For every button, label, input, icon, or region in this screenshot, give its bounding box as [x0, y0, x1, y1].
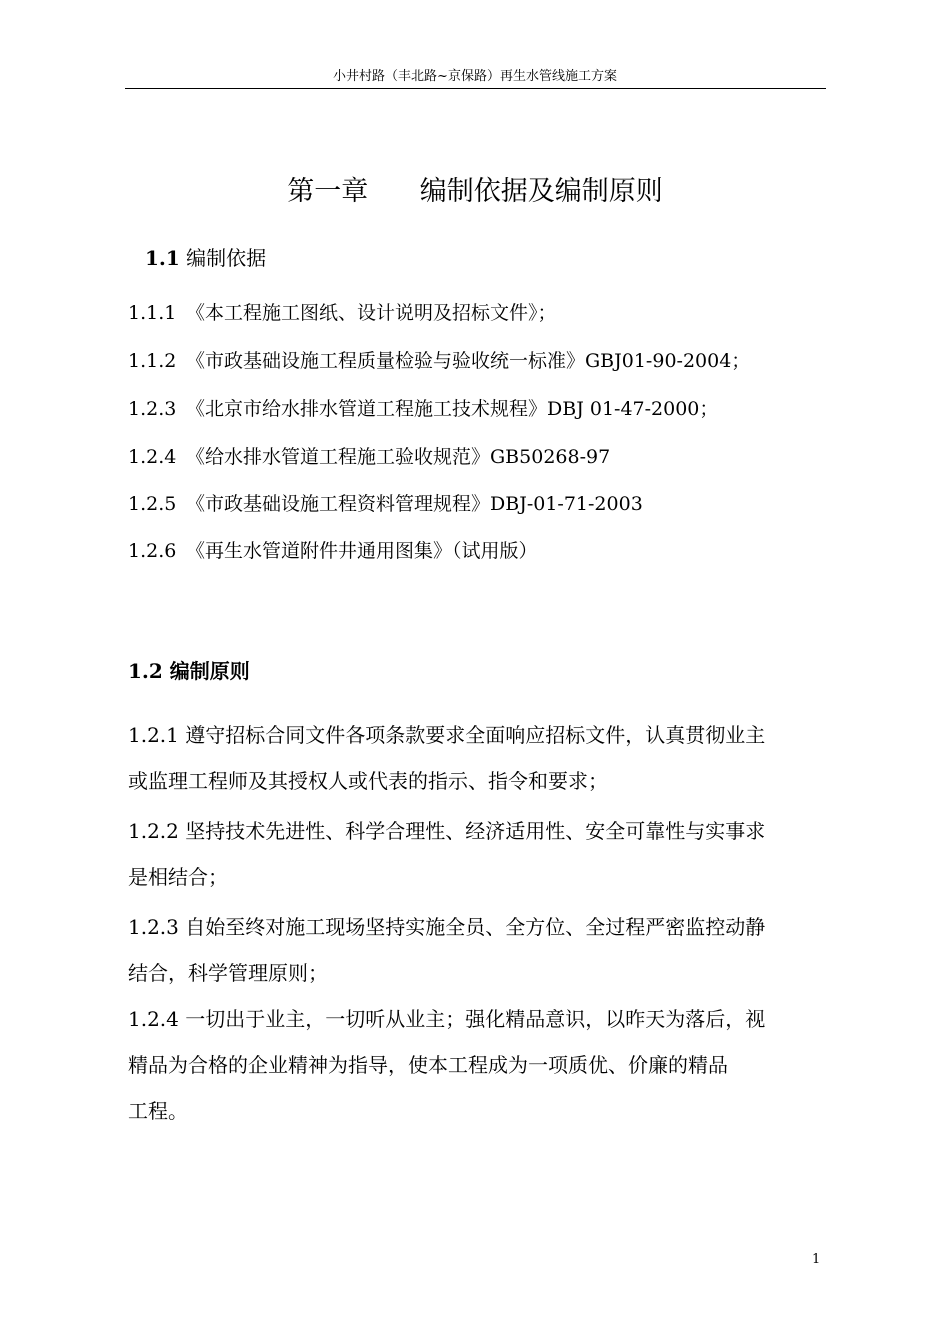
item-text: 《本工程施工图纸、设计说明及招标文件》；	[186, 302, 557, 324]
header-title: 小井村路（丰北路~京保路）再生水管线施工方案	[333, 69, 617, 84]
paragraph-line: 1.2.4 一切出于业主，一切听从业主；强化精品意识，以昨天为落后，视	[128, 1007, 766, 1031]
item-number: 1.2.3	[128, 398, 177, 420]
section-heading-basis	[145, 244, 266, 272]
item-number: 1.2.4	[128, 446, 177, 468]
list-item	[128, 347, 750, 375]
paragraph	[128, 996, 828, 1134]
paragraph-line: 结合，科学管理原则；	[128, 961, 328, 985]
list-item	[128, 395, 718, 423]
section-title: 编制依据	[186, 246, 267, 270]
paragraph-line: 1.2.3 自始至终对施工现场坚持实施全员、全方位、全过程严密监控动静	[128, 915, 766, 939]
chapter-title: 第一章 编制依据及编制原则	[287, 176, 663, 207]
item-text: 《市政基础设施工程资料管理规程》DBJ-01-71-2003	[186, 493, 643, 515]
list-item	[128, 299, 557, 327]
item-number: 1.2.6	[128, 540, 177, 562]
paragraph	[128, 904, 828, 996]
list-item	[128, 537, 538, 565]
item-number: 1.1.1	[128, 302, 177, 324]
paragraph-line: 精品为合格的企业精神为指导，使本工程成为一项质优、价廉的精品	[128, 1053, 728, 1077]
item-number: 1.2.5	[128, 493, 177, 515]
item-text: 《给水排水管道工程施工验收规范》GB50268-97	[186, 446, 611, 468]
paragraph-line: 是相结合；	[128, 865, 228, 889]
item-text: 《北京市给水排水管道工程施工技术规程》DBJ 01-47-2000；	[186, 398, 719, 420]
item-number: 1.1.2	[128, 350, 177, 372]
list-item	[128, 490, 643, 518]
page-number: 1	[812, 1252, 821, 1267]
section-number: 1.2	[128, 659, 163, 683]
section-number: 1.1	[145, 246, 180, 270]
item-text: 《市政基础设施工程质量检验与验收统一标准》GBJ01-90-2004；	[186, 350, 751, 372]
paragraph	[128, 712, 828, 804]
item-text: 《再生水管道附件井通用图集》（试用版）	[186, 540, 538, 562]
paragraph-line: 1.2.1 遵守招标合同文件各项条款要求全面响应招标文件，认真贯彻业主	[128, 723, 766, 747]
paragraph	[128, 808, 828, 900]
section-heading-principles	[128, 657, 250, 685]
list-item	[128, 443, 610, 471]
paragraph-line: 工程。	[128, 1099, 188, 1123]
paragraph-line: 或监理工程师及其授权人或代表的指示、指令和要求；	[128, 769, 608, 793]
header-rule	[125, 88, 826, 89]
section-title: 编制原则	[169, 659, 250, 683]
paragraph-line: 1.2.2 坚持技术先进性、科学合理性、经济适用性、安全可靠性与实事求	[128, 819, 766, 843]
